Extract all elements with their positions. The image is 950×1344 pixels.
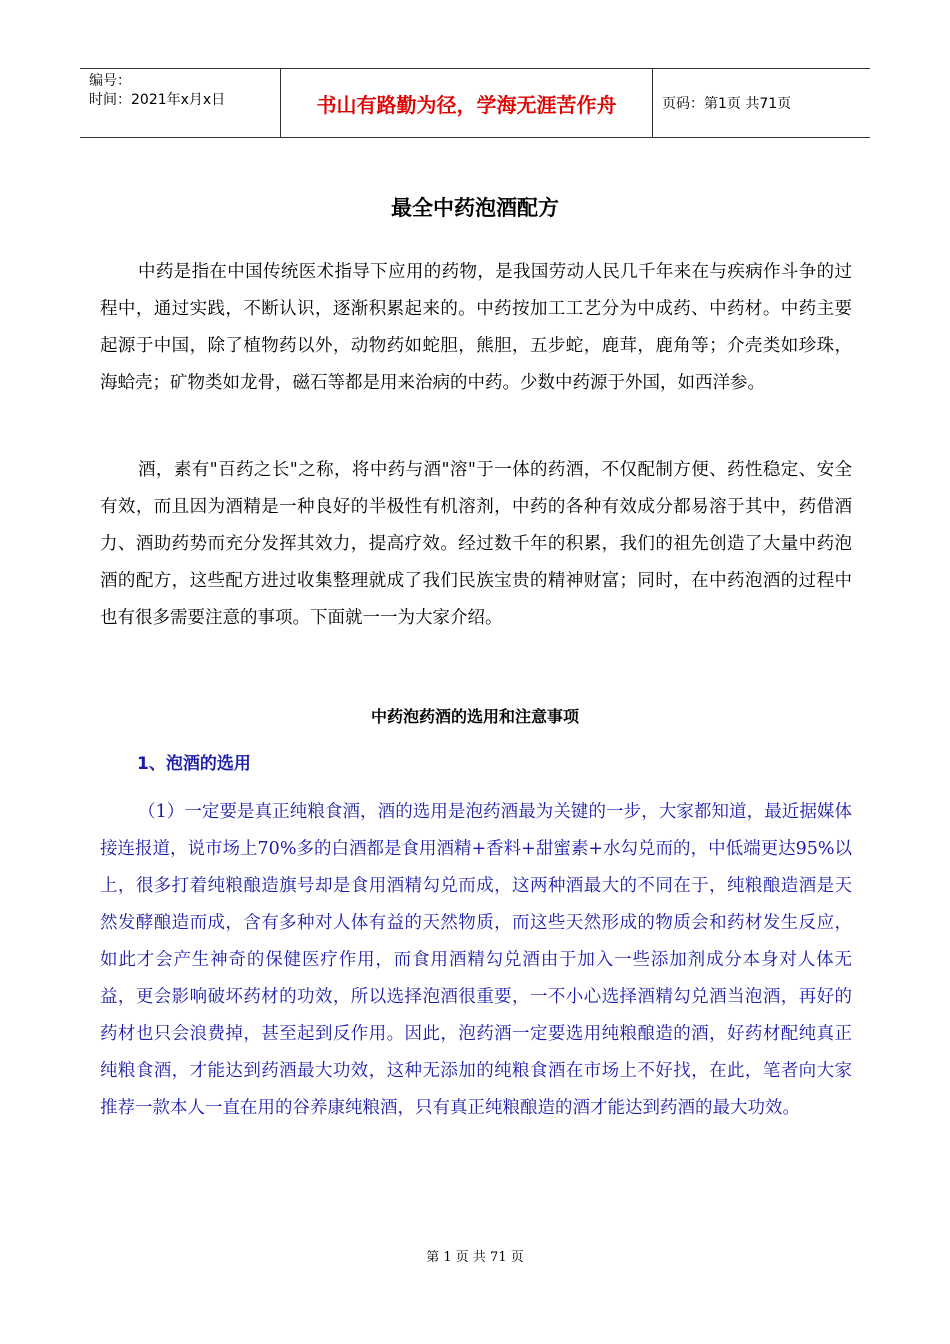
wine-selection-paragraph: （1）一定要是真正纯粮食酒，酒的选用是泡药酒最为关键的一步，大家都知道，最近据媒体接连报道，说市场上70%多的白酒都是食用酒精+香料+甜蜜素+水勾兑而的，中低端更达95%以上，很多打着纯粮酿造旗号却是食用酒精勾兑而成，这两种酒最大的不同在于，纯粮酿造酒是天然发酵酿造而成，含有多种对人体有益的天然物质，而这些天然形成的物质会和药材发生反应，如此才会产生神奇的保健医疗作用，而食用酒精勾兑酒由于加入一些添加剂成分本身对人体无益，更会影响破坏药材的功效，所以选择泡酒很重要，一不小心选择酒精勾兑酒当泡酒，再好的药材也只会浪费掉，甚至起到反作用。因此，泡药酒一定要选用纯粮酿造的酒，好药材配纯真正纯粮食酒，才能达到药酒最大功效，这种无添加的纯粮食酒在市场上不好找，在此，笔者向大家推荐一款本人一直在用的谷养康纯粮酒，只有真正纯粮酿造的酒才能达到药酒的最大功效。 — [100, 802, 852, 1118]
number-label: 编号： — [89, 73, 131, 89]
intro-paragraph-2: 酒，素有"百药之长"之称，将中药与酒"溶"于一体的药酒，不仅配制方便、药性稳定、安全有效，而且因为酒精是一种良好的半极性有机溶剂，中药的各种有效成分都易溶于其中，药借酒力、酒助药势而充分发挥其效力，提高疗效。经过数千年的积累，我们的祖先创造了大量中药泡酒的配方，这些配方进过收集整理就成了我们民族宝贵的精神财富；同时，在中药泡酒的过程中也有很多需要注意的事项。下面就一一为大家介绍。 — [100, 460, 852, 628]
date-label: 时间：2021年x月x日 — [89, 92, 226, 108]
page-info-text: 页码：第1页 共71页 — [662, 96, 792, 112]
motto-cell — [281, 69, 653, 137]
section-heading: 中药泡药酒的选用和注意事项 — [370, 707, 579, 726]
page-info-cell — [653, 69, 870, 137]
header-table — [80, 68, 870, 138]
intro-paragraph-1: 中药是指在中国传统医术指导下应用的药物，是我国劳动人民几千年来在与疾病作斗争的过程中，通过实践，不断认识，逐渐积累起来的。中药按加工工艺分为中成药、中药材。中药主要起源于中国，除了植物药以外，动物药如蛇胆，熊胆，五步蛇，鹿茸，鹿角等；介壳类如珍珠，海蛤壳；矿物类如龙骨，磁石等都是用来治病的中药。少数中药源于外国，如西洋参。 — [100, 262, 852, 393]
subheading-wine-selection: 1、泡酒的选用 — [137, 754, 251, 774]
document-title: 最全中药泡酒配方 — [391, 196, 559, 220]
motto-text: 书山有路勤为径，学海无涯苦作舟 — [316, 92, 617, 117]
header-meta-cell — [80, 69, 281, 137]
page-footer: 第 1 页 共 71 页 — [426, 1250, 524, 1265]
